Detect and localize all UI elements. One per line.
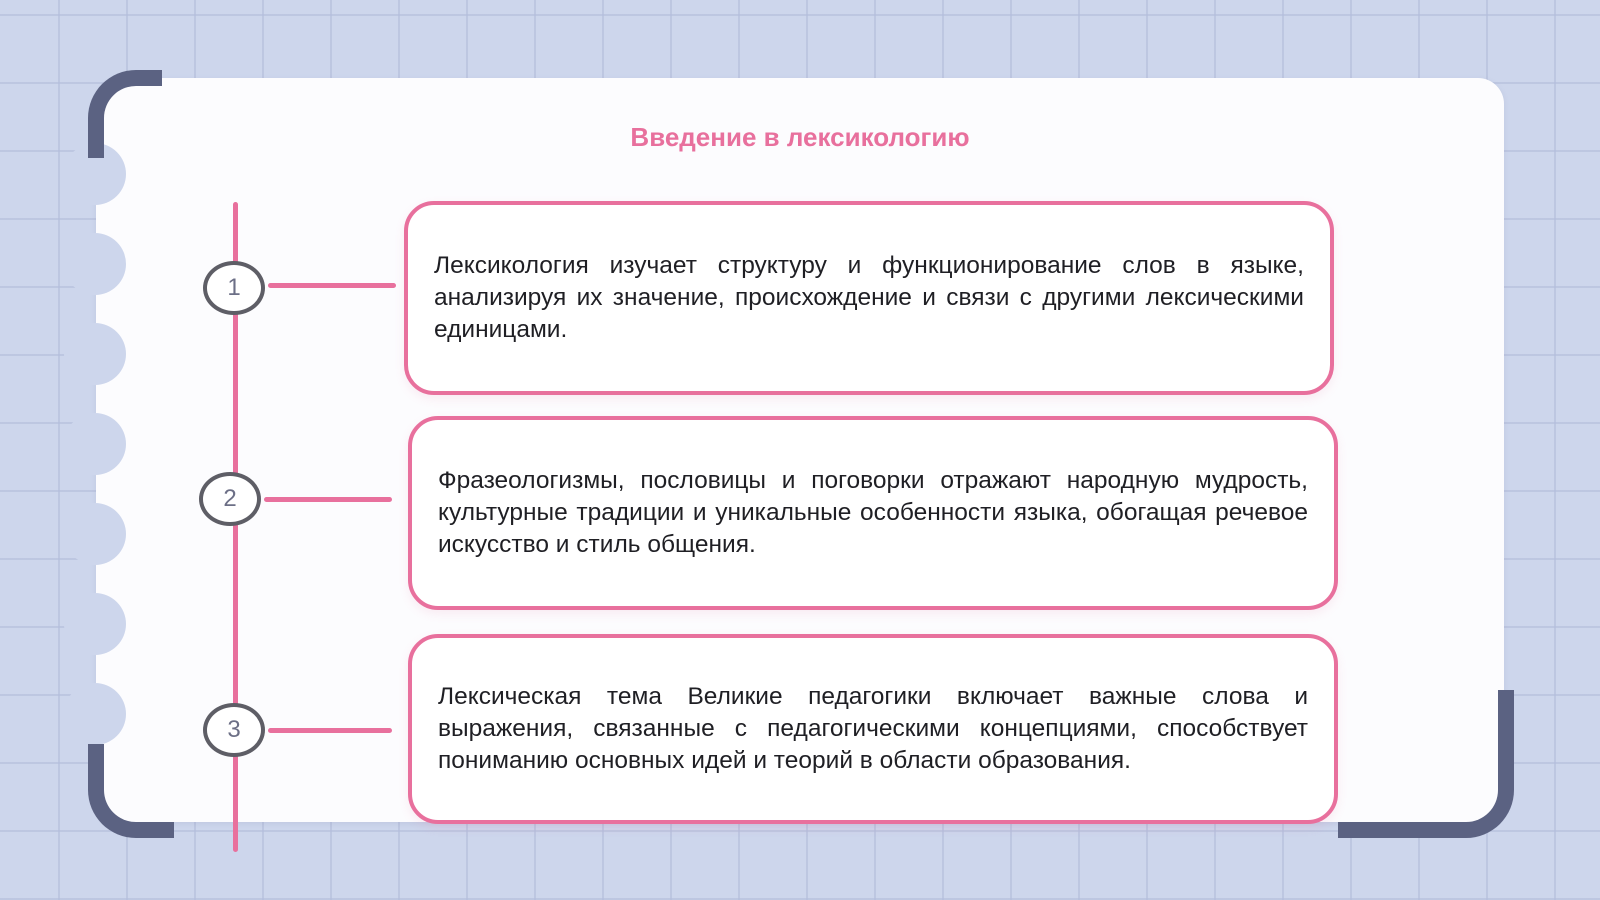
info-card [408, 416, 1338, 610]
paper-edge-notch [64, 413, 126, 475]
paper-edge-notch [64, 503, 126, 565]
step-number-circle: 1 [203, 261, 265, 315]
timeline-connector [268, 283, 396, 288]
paper-edge-notch [64, 323, 126, 385]
timeline-connector [264, 497, 392, 502]
corner-bracket-bottom-right [1338, 690, 1514, 838]
paper-edge-notch [64, 593, 126, 655]
step-number-circle: 2 [199, 472, 261, 526]
timeline-connector [268, 728, 392, 733]
corner-bracket-bottom-left [88, 744, 174, 838]
paper-edge-notch [64, 233, 126, 295]
slide-title: Введение в лексикологию [630, 122, 970, 152]
info-card-text: Фразеологизмы, пословицы и поговорки отражают народную мудрость, культурные традиции и уникальные особенности языка, обогащая речевое искусство и стиль общения. [438, 467, 1308, 558]
corner-bracket-top-left [88, 70, 162, 158]
info-card-text: Лексическая тема Великие педагогики включает важные слова и выражения, связанные с педагогическими концепциями, способствует пониманию основных идей и теорий в области образования. [438, 683, 1308, 774]
info-card-text: Лексикология изучает структуру и функционирование слов в языке, анализируя их значение, происхождение и связи с другими лексическими единицами. [434, 252, 1304, 343]
info-card [404, 201, 1334, 395]
info-card [408, 634, 1338, 824]
step-number-circle: 3 [203, 703, 265, 757]
paper-edge-notch [64, 683, 126, 745]
